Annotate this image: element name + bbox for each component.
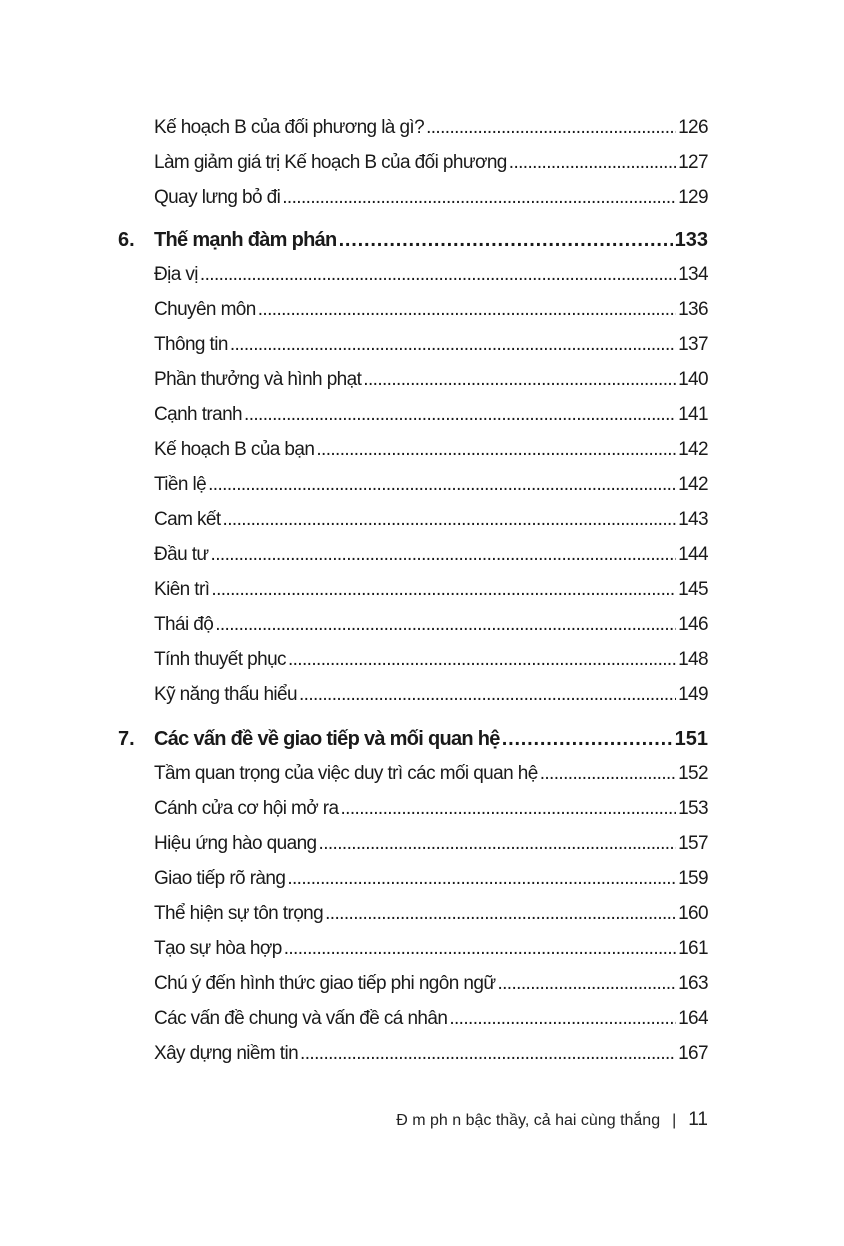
page-ref: 163 — [678, 973, 708, 994]
toc-entry — [154, 903, 708, 925]
page-ref: 129 — [678, 187, 708, 208]
page-ref: 148 — [678, 649, 708, 670]
dot-leader — [287, 868, 676, 890]
toc-entry — [154, 938, 708, 960]
page-ref: 144 — [678, 544, 708, 565]
dot-leader — [284, 938, 676, 960]
entry-title: Địa vị — [154, 264, 198, 285]
page-ref: 146 — [678, 614, 708, 635]
toc-entry — [154, 1008, 708, 1030]
toc-entry — [154, 369, 708, 391]
page-ref: 137 — [678, 334, 708, 355]
page-ref: 143 — [678, 509, 708, 530]
toc-entry — [154, 684, 708, 706]
toc-entry — [154, 544, 708, 566]
toc-entry — [154, 1043, 708, 1065]
toc-chapter — [118, 229, 708, 252]
toc-entry — [154, 152, 708, 174]
entry-title: Tính thuyết phục — [154, 649, 286, 670]
dot-leader — [363, 369, 676, 391]
toc-entry — [154, 404, 708, 426]
dot-leader — [540, 763, 676, 785]
dot-leader — [230, 334, 676, 356]
dot-leader — [341, 798, 677, 820]
dot-leader — [215, 614, 676, 636]
running-title: Đ m ph n bậc thầy, cả hai cùng thắng — [396, 1112, 661, 1129]
dot-leader — [211, 579, 676, 601]
dot-leader — [282, 187, 676, 209]
page-ref: 140 — [678, 369, 708, 390]
dot-leader — [299, 684, 676, 706]
page-ref: 126 — [678, 117, 708, 138]
toc-entry — [154, 439, 708, 461]
entry-title: Cánh cửa cơ hội mở ra — [154, 798, 339, 819]
dot-leader — [502, 728, 673, 751]
entry-title: Kỹ năng thấu hiểu — [154, 684, 297, 705]
toc-entry — [154, 334, 708, 356]
dot-leader — [316, 439, 676, 461]
entry-title: Thể hiện sự tôn trọng — [154, 903, 324, 924]
toc-entry — [154, 798, 708, 820]
page-number: 11 — [688, 1109, 708, 1130]
toc-entry — [154, 264, 708, 286]
dot-leader — [200, 264, 676, 286]
entry-title: Cam kết — [154, 509, 221, 530]
entry-title: Làm giảm giá trị Kế hoạch B của đối phương — [154, 152, 507, 173]
dot-leader — [288, 649, 676, 671]
page-ref: 152 — [678, 763, 708, 784]
footer-separator: | — [672, 1112, 677, 1129]
toc-entry — [154, 579, 708, 601]
chapter-title: Các vấn đề về giao tiếp và mối quan hệ — [154, 728, 500, 750]
toc-chapter — [118, 728, 708, 751]
dot-leader — [509, 152, 676, 174]
chapter-number: 7. — [118, 728, 135, 750]
dot-leader — [208, 474, 676, 496]
dot-leader — [300, 1043, 676, 1065]
toc-entry — [154, 833, 708, 855]
entry-title: Đầu tư — [154, 544, 209, 565]
toc-entry — [154, 614, 708, 636]
entry-title: Kiên trì — [154, 579, 210, 600]
dot-leader — [319, 833, 677, 855]
toc-entry — [154, 649, 708, 671]
entry-title: Hiệu ứng hào quang — [154, 833, 317, 854]
entry-title: Giao tiếp rõ ràng — [154, 868, 286, 889]
page-ref: 167 — [678, 1043, 708, 1064]
toc-entry — [154, 763, 708, 785]
entry-title: Tạo sự hòa hợp — [154, 938, 282, 959]
chapter-number: 6. — [118, 229, 135, 251]
entry-title: Thái độ — [154, 614, 214, 635]
dot-leader — [325, 903, 676, 925]
page-ref: 127 — [678, 152, 708, 173]
toc-entry — [154, 117, 708, 139]
dot-leader — [244, 404, 676, 426]
page-ref: 161 — [678, 938, 708, 959]
entry-title: Cạnh tranh — [154, 404, 243, 425]
page-ref: 160 — [678, 903, 708, 924]
toc-entry — [154, 973, 708, 995]
page-ref: 142 — [678, 474, 708, 495]
page-ref: 142 — [678, 439, 708, 460]
dot-leader — [449, 1008, 676, 1030]
entry-title: Thông tin — [154, 334, 228, 355]
entry-title: Tiền lệ — [154, 474, 207, 495]
page-ref: 157 — [678, 833, 708, 854]
page-ref: 136 — [678, 299, 708, 320]
dot-leader — [258, 299, 676, 321]
dot-leader — [223, 509, 677, 531]
dot-leader — [211, 544, 677, 566]
entry-title: Chuyên môn — [154, 299, 256, 320]
dot-leader — [339, 229, 673, 252]
toc-entry — [154, 474, 708, 496]
page-ref: 141 — [678, 404, 708, 425]
entry-title: Kế hoạch B của đối phương là gì? — [154, 117, 425, 138]
toc-entry — [154, 299, 708, 321]
page-footer — [300, 1109, 708, 1131]
dot-leader — [426, 117, 676, 139]
entry-title: Quay lưng bỏ đi — [154, 187, 281, 208]
dot-leader — [497, 973, 676, 995]
entry-title: Kế hoạch B của bạn — [154, 439, 315, 460]
chapter-title: Thế mạnh đàm phán — [154, 229, 337, 251]
page-ref: 164 — [678, 1008, 708, 1029]
toc-entry — [154, 868, 708, 890]
entry-title: Tầm quan trọng của việc duy trì các mối quan hệ — [154, 763, 538, 784]
toc-entry — [154, 509, 708, 531]
page-ref: 145 — [678, 579, 708, 600]
toc-entry — [154, 187, 708, 209]
page-ref: 149 — [678, 684, 708, 705]
entry-title: Xây dựng niềm tin — [154, 1043, 299, 1064]
entry-title: Phần thưởng và hình phạt — [154, 369, 362, 390]
entry-title: Các vấn đề chung và vấn đề cá nhân — [154, 1008, 448, 1029]
page-ref: 134 — [678, 264, 708, 285]
entry-title: Chú ý đến hình thức giao tiếp phi ngôn ngữ — [154, 973, 496, 994]
page-ref: 153 — [678, 798, 708, 819]
page-ref: 151 — [674, 728, 708, 750]
page-ref: 133 — [674, 229, 708, 251]
page-ref: 159 — [678, 868, 708, 889]
